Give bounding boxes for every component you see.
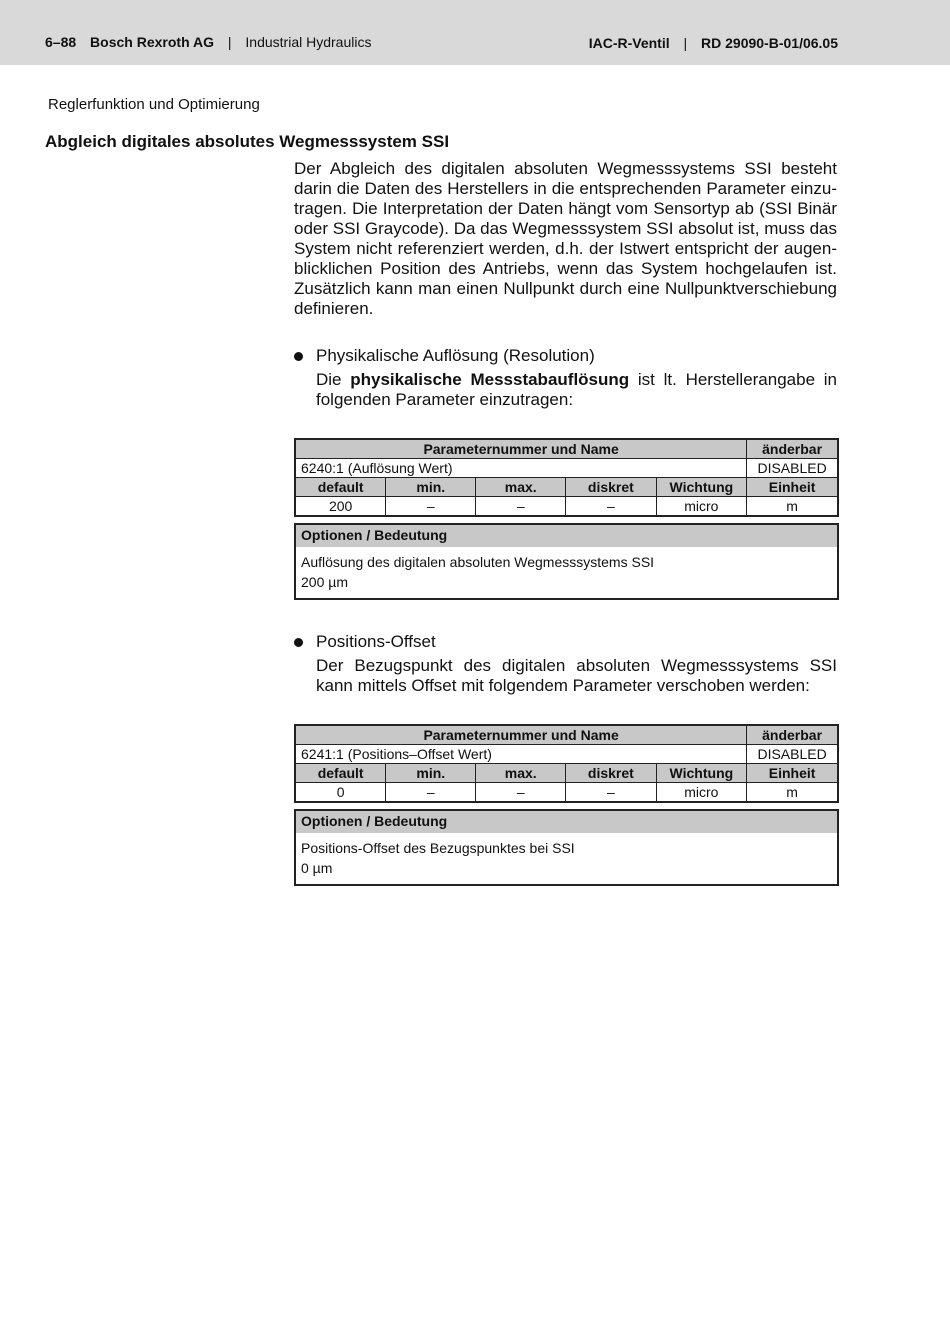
header-separator: | [227,34,232,50]
option-description: Auflösung des digitalen absoluten Wegmesssystems SSI [301,554,655,570]
division-name: Industrial Hydraulics [245,34,372,50]
value-discrete: – [566,497,656,517]
desc-text: ist lt. Herstellerangabe in folgenden Parameter einzutragen: [316,370,837,409]
company-name: Bosch Rexroth AG [90,34,214,50]
parameter-table-resolution [294,438,839,517]
value-discrete: – [566,783,656,803]
options-body [296,833,837,884]
bullet-dot-icon [294,638,303,647]
col-discrete: diskret [566,478,656,497]
option-value: 0 µm [301,860,333,876]
parameter-table-offset [294,724,839,803]
page-header [0,0,950,65]
page-heading: Abgleich digitales absolutes Wegmesssystem SSI [45,132,450,151]
desc-bold-text: physikalische Messstabauflösung [350,370,630,389]
col-weighting: Wichtung [656,478,747,497]
options-box-offset [294,809,839,886]
product-name: IAC-R-Ventil [588,35,670,51]
col-default: default [295,764,386,783]
options-header: Optionen / Bedeutung [296,525,837,547]
options-box-resolution [294,523,839,600]
col-max: max. [476,478,566,497]
bullet-resolution [294,346,837,410]
page-number: 6–88 [45,34,77,50]
param-name: 6240:1 (Auflösung Wert) [295,459,747,478]
value-weighting: micro [656,783,747,803]
col-min: min. [386,478,476,497]
option-value: 200 µm [301,574,348,590]
col-max: max. [476,764,566,783]
col-weighting: Wichtung [656,764,747,783]
value-min: – [386,783,476,803]
param-changeable: DISABLED [747,459,838,478]
option-description: Positions-Offset des Bezugspunktes bei SSI [301,840,575,856]
col-min: min. [386,764,476,783]
value-max: – [476,783,566,803]
header-separator: | [683,35,688,51]
value-unit: m [747,497,838,517]
changeable-header: änderbar [747,725,838,745]
col-discrete: diskret [566,764,656,783]
changeable-header: änderbar [747,439,838,459]
header-left [45,34,371,50]
param-name: 6241:1 (Positions–Offset Wert) [295,745,747,764]
param-changeable: DISABLED [747,745,838,764]
value-unit: m [747,783,838,803]
bullet-title-line [294,346,837,366]
value-default: 200 [295,497,386,517]
value-min: – [386,497,476,517]
header-right [589,35,838,51]
value-weighting: micro [656,497,747,517]
section-label: Reglerfunktion und Optimierung [48,96,260,113]
bullet-description [294,370,837,410]
col-unit: Einheit [747,764,838,783]
col-default: default [295,478,386,497]
bullet-title: Positions-Offset [316,632,436,651]
desc-text: Die [316,370,351,389]
bullet-dot-icon [294,352,303,361]
value-default: 0 [295,783,386,803]
param-header: Parameternummer und Name [295,725,747,745]
options-header: Optionen / Bedeutung [296,811,837,833]
intro-paragraph: Der Abgleich des digitalen absoluten Wegmesssystems SSI besteht darin die Daten des Herstellers in die entsprechenden Parameter einzutragen. Die Interpretation der Daten hängt vom Sensortyp ab (SSI Binär oder SSI Graycode). Da das Wegmesssystem SSI absolut ist, muss das System nicht referenziert werden, d.h. der Istwert entspricht der augenblicklichen Position des Antriebs, wenn das System hochgelaufen ist. Zusätzlich kann man einen Nullpunkt durch eine Nullpunktverschiebung definieren. [294,159,837,318]
param-header: Parameternummer und Name [295,439,747,459]
bullet-title: Physikalische Auflösung (Resolution) [316,346,595,365]
col-unit: Einheit [747,478,838,497]
document-number: RD 29090-B-01/06.05 [701,35,838,51]
bullet-title-line [294,632,837,652]
bullet-description: Der Bezugspunkt des digitalen absoluten Wegmesssystems SSI kann mittels Offset mit folgendem Parameter verschoben werden: [316,656,837,695]
bullet-positions-offset [294,632,837,696]
options-body [296,547,837,598]
value-max: – [476,497,566,517]
